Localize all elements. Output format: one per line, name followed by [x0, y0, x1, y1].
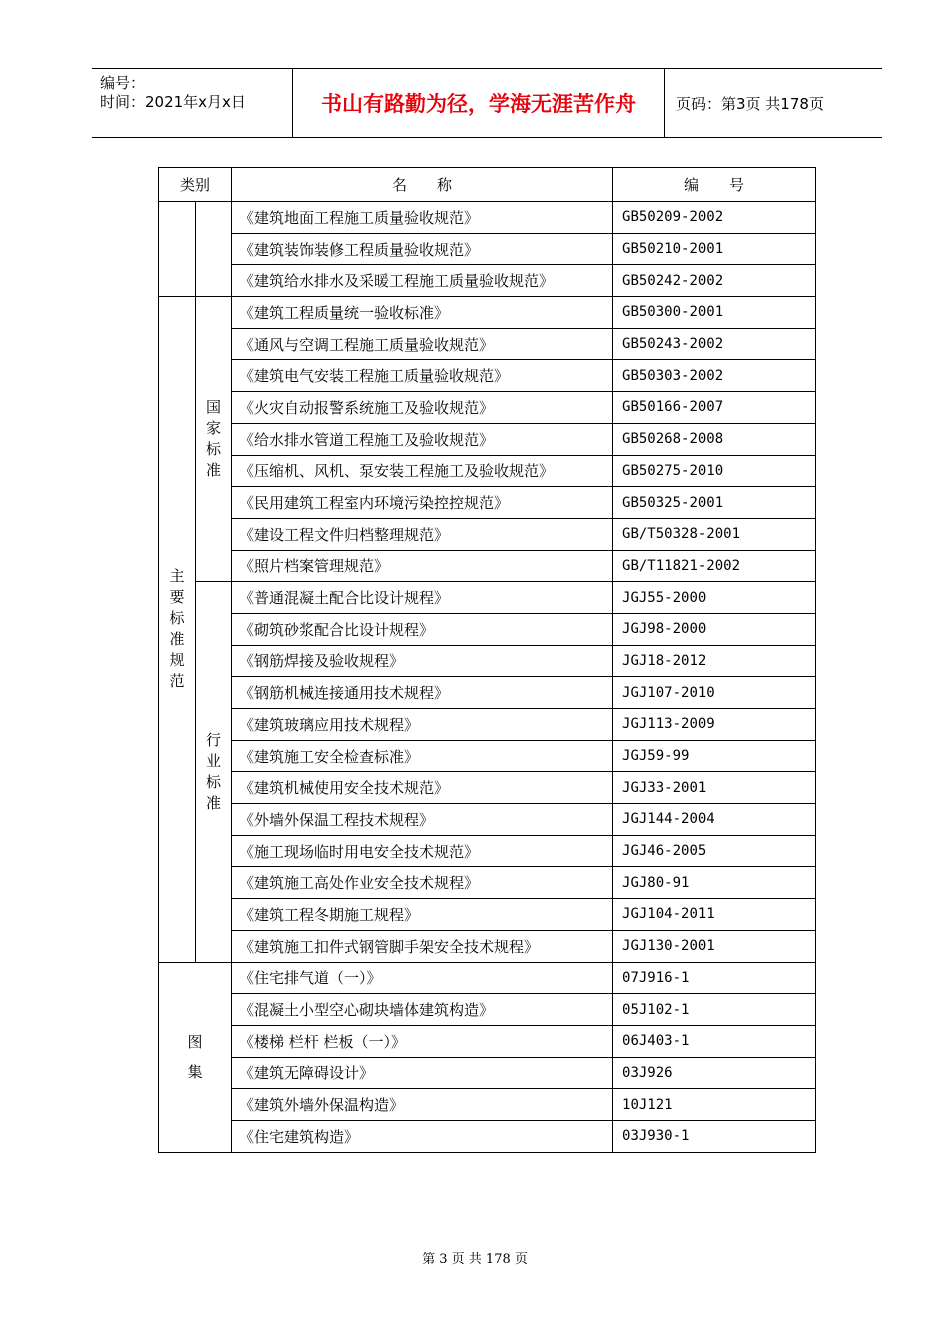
- main-category-label: 主要标准规范: [169, 567, 185, 691]
- standard-name: 《建筑工程质量统一验收标准》: [232, 297, 613, 329]
- col-header-code: 编 号: [613, 168, 816, 202]
- table-row: [159, 740, 816, 772]
- table-row: [159, 1057, 816, 1089]
- standard-code: JGJ33-2001: [613, 772, 816, 804]
- industry-standard-cell: [196, 582, 232, 962]
- standard-name: 《建筑施工安全检查标准》: [232, 740, 613, 772]
- standard-code: JGJ98-2000: [613, 613, 816, 645]
- standard-code: GB50268-2008: [613, 423, 816, 455]
- standard-code: GB50242-2002: [613, 265, 816, 297]
- standard-code: 06J403-1: [613, 1025, 816, 1057]
- standard-code: GB50325-2001: [613, 487, 816, 519]
- standard-code: 10J121: [613, 1089, 816, 1121]
- standard-name: 《混凝土小型空心砌块墙体建筑构造》: [232, 994, 613, 1026]
- national-standard-label: 国家标准: [205, 398, 221, 480]
- standard-code: GB/T11821-2002: [613, 550, 816, 582]
- header-page-info: 页码：第3页 共178页: [676, 94, 824, 113]
- standard-name: 《建筑无障碍设计》: [232, 1057, 613, 1089]
- table-row: [159, 487, 816, 519]
- table-row: [159, 804, 816, 836]
- standard-name: 《住宅建筑构造》: [232, 1120, 613, 1152]
- standard-code: 03J926: [613, 1057, 816, 1089]
- standard-code: GB/T50328-2001: [613, 518, 816, 550]
- table-row: [159, 518, 816, 550]
- table-header-row: [159, 168, 816, 202]
- table-row: [159, 423, 816, 455]
- standards-table: [158, 167, 816, 1153]
- atlas-category-cell: [159, 962, 232, 1152]
- standard-code: JGJ144-2004: [613, 804, 816, 836]
- atlas-label-1: 图: [187, 1033, 203, 1052]
- standard-name: 《建筑外墙外保温构造》: [232, 1089, 613, 1121]
- standard-name: 《建筑地面工程施工质量验收规范》: [232, 202, 613, 234]
- standard-name: 《钢筋机械连接通用技术规程》: [232, 677, 613, 709]
- table-row: [159, 677, 816, 709]
- table-row: [159, 645, 816, 677]
- standard-code: GB50243-2002: [613, 328, 816, 360]
- col-header-category: 类别: [159, 168, 232, 202]
- standard-name: 《砌筑砂浆配合比设计规程》: [232, 613, 613, 645]
- table-row: [159, 582, 816, 614]
- time-label: 时间：2021年x月x日: [100, 93, 246, 111]
- standard-code: 07J916-1: [613, 962, 816, 994]
- standard-code: GB50210-2001: [613, 233, 816, 265]
- standard-code: JGJ113-2009: [613, 709, 816, 741]
- standard-name: 《火灾自动报警系统施工及验收规范》: [232, 392, 613, 424]
- standard-name: 《通风与空调工程施工质量验收规范》: [232, 328, 613, 360]
- standard-name: 《建筑施工高处作业安全技术规程》: [232, 867, 613, 899]
- table-row: [159, 994, 816, 1026]
- table-row: [159, 835, 816, 867]
- table-row: [159, 962, 816, 994]
- standard-code: JGJ107-2010: [613, 677, 816, 709]
- standard-name: 《住宅排气道（一）》: [232, 962, 613, 994]
- standard-name: 《给水排水管道工程施工及验收规范》: [232, 423, 613, 455]
- standard-name: 《建筑电气安装工程施工质量验收规范》: [232, 360, 613, 392]
- table-row: [159, 613, 816, 645]
- table-row: [159, 550, 816, 582]
- table-row: [159, 202, 816, 234]
- serial-label: 编号：: [100, 74, 146, 92]
- category-cell-empty: [159, 202, 196, 297]
- standard-name: 《建筑工程冬期施工规程》: [232, 899, 613, 931]
- table-row: [159, 233, 816, 265]
- page-header: [92, 68, 882, 138]
- standard-name: 《外墙外保温工程技术规程》: [232, 804, 613, 836]
- standard-code: GB50209-2002: [613, 202, 816, 234]
- subcategory-cell-empty: [196, 202, 232, 297]
- standard-name: 《建筑机械使用安全技术规范》: [232, 772, 613, 804]
- header-meta: [92, 69, 293, 137]
- standard-name: 《钢筋焊接及验收规程》: [232, 645, 613, 677]
- table-row: [159, 455, 816, 487]
- standard-code: JGJ59-99: [613, 740, 816, 772]
- table-row: [159, 930, 816, 962]
- standard-name: 《建设工程文件归档整理规范》: [232, 518, 613, 550]
- standard-name: 《建筑玻璃应用技术规程》: [232, 709, 613, 741]
- standard-code: JGJ130-2001: [613, 930, 816, 962]
- standard-name: 《压缩机、风机、泵安装工程施工及验收规范》: [232, 455, 613, 487]
- standard-name: 《施工现场临时用电安全技术规范》: [232, 835, 613, 867]
- standard-code: GB50275-2010: [613, 455, 816, 487]
- standard-name: 《普通混凝土配合比设计规程》: [232, 582, 613, 614]
- atlas-label-2: 集: [187, 1063, 203, 1082]
- standard-code: JGJ80-91: [613, 867, 816, 899]
- standard-code: JGJ55-2000: [613, 582, 816, 614]
- table-row: [159, 709, 816, 741]
- main-category-cell: [159, 297, 196, 962]
- standard-code: JGJ18-2012: [613, 645, 816, 677]
- standard-code: 03J930-1: [613, 1120, 816, 1152]
- col-header-name: 名 称: [232, 168, 613, 202]
- table-row: [159, 899, 816, 931]
- table-row: [159, 1120, 816, 1152]
- industry-standard-label: 行业标准: [205, 730, 221, 812]
- national-standard-cell: [196, 297, 232, 582]
- standard-name: 《照片档案管理规范》: [232, 550, 613, 582]
- table-row: [159, 1089, 816, 1121]
- standard-name: 《民用建筑工程室内环境污染控控规范》: [232, 487, 613, 519]
- standard-name: 《建筑施工扣件式钢管脚手架安全技术规程》: [232, 930, 613, 962]
- table-row: [159, 328, 816, 360]
- standard-name: 《建筑给水排水及采暖工程施工质量验收规范》: [232, 265, 613, 297]
- standard-code: JGJ104-2011: [613, 899, 816, 931]
- header-motto: 书山有路勤为径，学海无涯苦作舟: [293, 69, 665, 137]
- standard-code: GB50300-2001: [613, 297, 816, 329]
- table-row: [159, 1025, 816, 1057]
- standard-name: 《建筑装饰装修工程质量验收规范》: [232, 233, 613, 265]
- standard-code: JGJ46-2005: [613, 835, 816, 867]
- standard-name: 《楼梯 栏杆 栏板（一）》: [232, 1025, 613, 1057]
- standard-code: 05J102-1: [613, 994, 816, 1026]
- standards-table-body: [159, 168, 816, 1153]
- standard-code: GB50303-2002: [613, 360, 816, 392]
- table-row: [159, 772, 816, 804]
- page-footer: 第 3 页 共 178 页: [422, 1252, 528, 1267]
- table-row: [159, 265, 816, 297]
- table-row: [159, 360, 816, 392]
- standard-code: GB50166-2007: [613, 392, 816, 424]
- table-row: [159, 392, 816, 424]
- table-row: [159, 867, 816, 899]
- table-row: [159, 297, 816, 329]
